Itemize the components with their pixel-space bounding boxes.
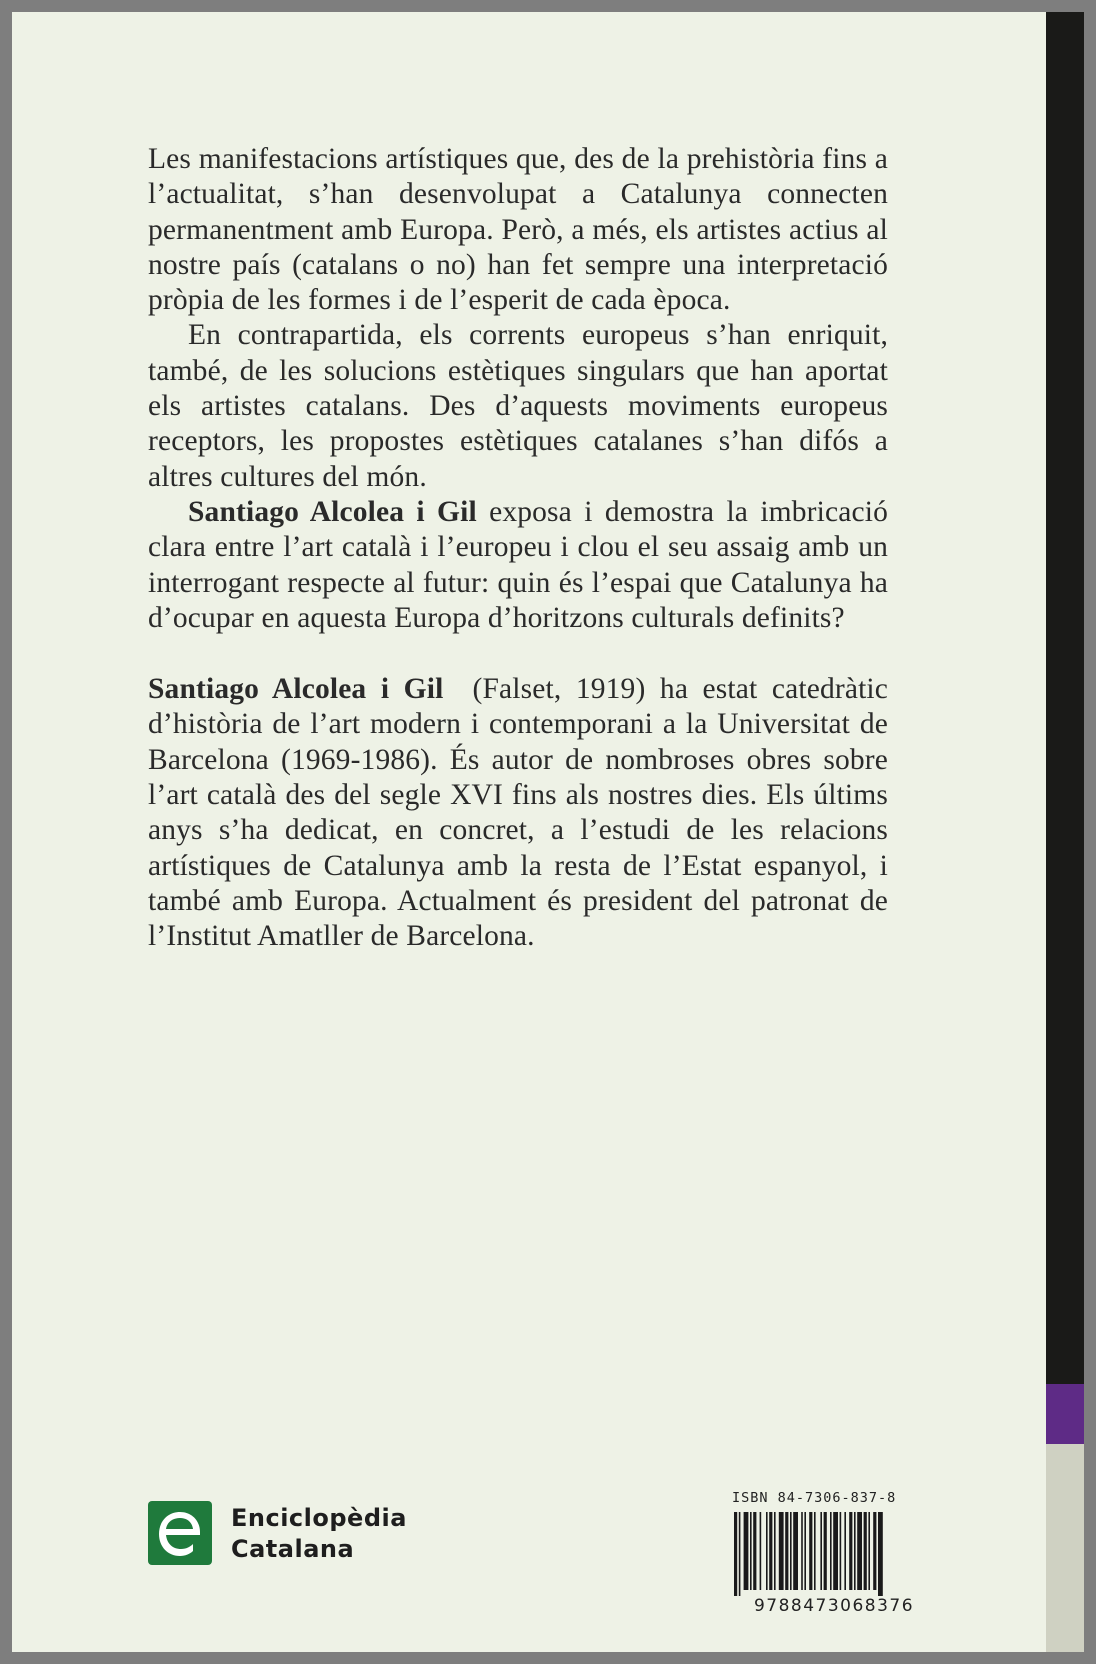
publisher-logo — [148, 1501, 508, 1567]
e-logo-icon — [148, 1501, 212, 1565]
barcode-bar — [844, 1512, 846, 1590]
blurb-paragraph-2: En contrapartida, els corrents europeus s’han enriquit, també, de les solucions estètiques singulars que han aportat els artistes catalans. Des d’aquests moviments europeus receptors, les propostes estètiques catalanes s’han difós a altres cultures del món. — [148, 319, 888, 493]
spine-light-band — [1046, 1444, 1084, 1652]
barcode-bar — [830, 1512, 832, 1590]
barcode-bar — [774, 1512, 776, 1590]
spine-dark-band — [1046, 12, 1084, 1384]
barcode-bar — [878, 1512, 883, 1596]
blurb-paragraph-3 — [148, 495, 888, 636]
barcode-bars — [732, 1512, 936, 1596]
barcode-bar — [739, 1512, 741, 1596]
barcode-bar — [864, 1512, 867, 1590]
barcode-bar — [857, 1512, 862, 1590]
barcode-bar — [840, 1512, 842, 1590]
bio-text: (Falset, 1919) ha estat catedràtic d’història de l’art modern i contemporani a la Universitat de Barcelona (1969-1986). És autor de nombroses obres sobre l’art català des del segle XVI fins als nostres dies. Els últims anys s’ha dedicat, en concret, a l’estudi de les relacions artístiques de Catalunya amb la resta de l’Estat espanyol, i també amb Europa. Actualment és president del patronat de l’Institut Amatller de Barcelona. — [148, 673, 896, 953]
barcode-bar — [809, 1512, 812, 1590]
barcode-bar — [824, 1512, 827, 1590]
barcode-bar — [760, 1512, 762, 1590]
ean-number: 9788473068376 — [753, 1596, 915, 1616]
bio-author-name: Santiago Alcolea i Gil — [148, 673, 444, 706]
barcode-bar — [873, 1512, 876, 1590]
barcode-bar — [734, 1512, 737, 1596]
barcode-bar — [854, 1512, 856, 1590]
barcode-bar — [814, 1512, 816, 1590]
blurb-text — [148, 142, 896, 955]
barcode-bar — [769, 1512, 772, 1590]
author-bio — [148, 672, 896, 954]
barcode-bar — [804, 1512, 806, 1590]
blurb-paragraph-3-text: exposa i demostra la imbricació clara entre l’art català i l’europeu i clou el seu assaig amb un interrogant respecte al futur: quin és l’espai que Catalunya ha d’ocupar en aquesta Europa d’horitzons culturals definits? — [148, 495, 888, 634]
barcode-bar — [849, 1512, 852, 1590]
isbn-label: ISBN 84-7306-837-8 — [732, 1490, 897, 1506]
barcode-bar — [833, 1512, 838, 1590]
barcode-bar — [744, 1512, 749, 1590]
barcode-bar — [750, 1512, 752, 1590]
publisher-name-line-2: Catalana — [231, 1535, 355, 1563]
barcode-bar — [868, 1512, 870, 1590]
blurb-author-name: Santiago Alcolea i Gil — [188, 495, 477, 528]
barcode — [732, 1490, 936, 1630]
barcode-bar — [793, 1512, 798, 1590]
barcode-bar — [820, 1512, 822, 1590]
barcode-bar — [785, 1512, 788, 1590]
publisher-name-line-1: Enciclopèdia — [231, 1504, 407, 1532]
publisher-name — [231, 1503, 407, 1565]
barcode-bar — [766, 1512, 768, 1590]
barcode-bar — [801, 1512, 803, 1590]
book-back-cover — [12, 12, 1084, 1652]
barcode-bar — [753, 1512, 756, 1590]
barcode-bar — [779, 1512, 784, 1590]
spine-purple-band — [1046, 1384, 1084, 1444]
barcode-bar — [790, 1512, 792, 1590]
blurb-paragraph-1: Les manifestacions artístiques que, des de la prehistòria fins a l’actualitat, s’han desenvolupat a Catalunya connecten permanentment amb Europa. Però, a més, els artistes actius al nostre país (catalans o no) han fet sempre una interpretació pròpia de les formes i de l’esperit de cada època. — [148, 143, 888, 317]
